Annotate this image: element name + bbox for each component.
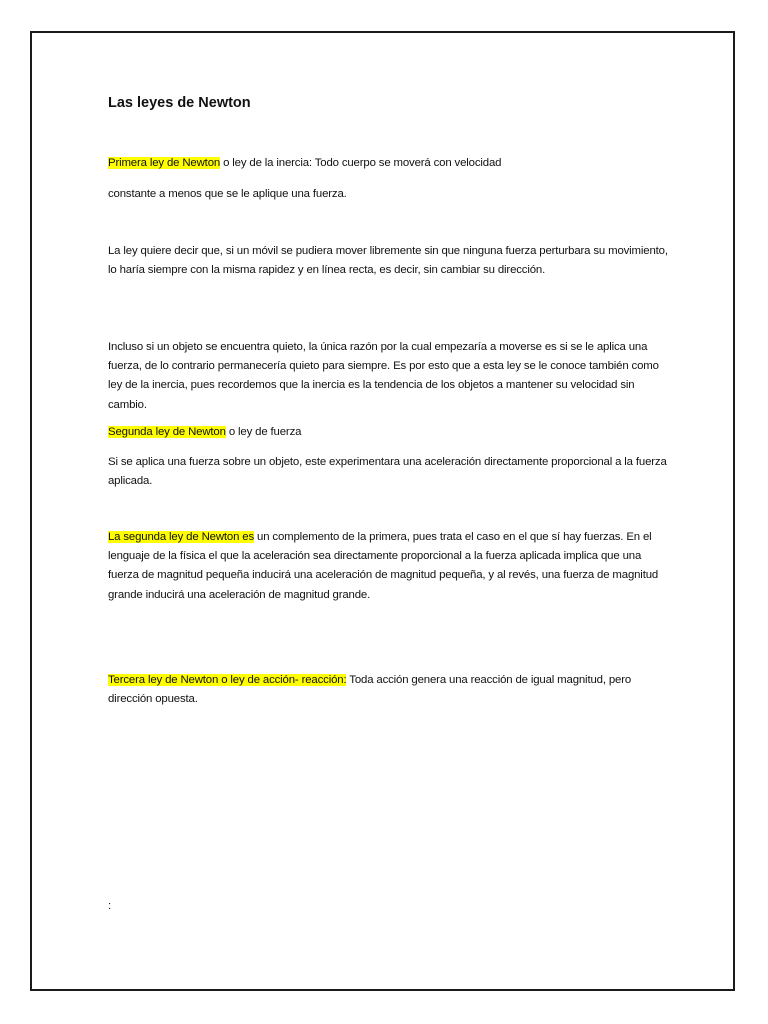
second-law-heading	[108, 423, 668, 442]
inertia-paragraph: Incluso si un objeto se encuentra quieto, la única razón por la cual empezaría a moverse es si se le aplica una fuerza, de lo contrario permanecería quieto para siempre. Es por esto que a esta ley se le conoce también como ley de la inercia, pues recordemos que la inercia es la tendencia de los objetos a mantener su velocidad sin cambio.	[108, 341, 659, 411]
third-law-paragraph	[108, 671, 668, 709]
first-law-line-1	[108, 154, 668, 173]
document-title: Las leyes de Newton	[108, 95, 251, 111]
second-law-detail-highlight: La segunda ley de Newton es	[108, 531, 255, 543]
second-law-highlight: Segunda ley de Newton	[108, 426, 226, 438]
second-law-detail	[108, 528, 668, 605]
first-law-highlight: Primera ley de Newton	[108, 157, 221, 169]
second-law-detail-text: un complemento de la primera, pues trata el caso en el que sí hay fuerzas. En el lenguaje de la física el que la aceleración sea directamente proporcional a la fuerza aplicada implica que una fuerza de magnitud pequeña inducirá una aceleración de magnitud pequeña, y al revés, una fuerza de magnitud grande inducirá una aceleración de magnitud grande.	[108, 531, 659, 601]
trailing-mark: :	[108, 900, 112, 912]
third-law-highlight: Tercera ley de Newton o ley de acción- reacción:	[108, 674, 347, 686]
third-law-text: Toda acción genera una reacción de igual magnitud, pero dirección opuesta.	[108, 674, 632, 706]
second-law-statement: Si se aplica una fuerza sobre un objeto, este experimentara una aceleración directamente proporcional a la fuerza aplicada.	[108, 456, 667, 488]
first-law-explanation: La ley quiere decir que, si un móvil se pudiera mover libremente sin que ninguna fuerza perturbara su movimiento, lo haría siempre con la misma rapidez y en línea recta, es decir, sin cambiar su dirección.	[108, 245, 668, 277]
document-page	[30, 31, 735, 991]
first-law-line-2: constante a menos que se le aplique una fuerza.	[108, 188, 347, 200]
second-law-heading-text: o ley de fuerza	[225, 426, 302, 438]
first-law-text: o ley de la inercia: Todo cuerpo se moverá con velocidad	[220, 157, 502, 169]
